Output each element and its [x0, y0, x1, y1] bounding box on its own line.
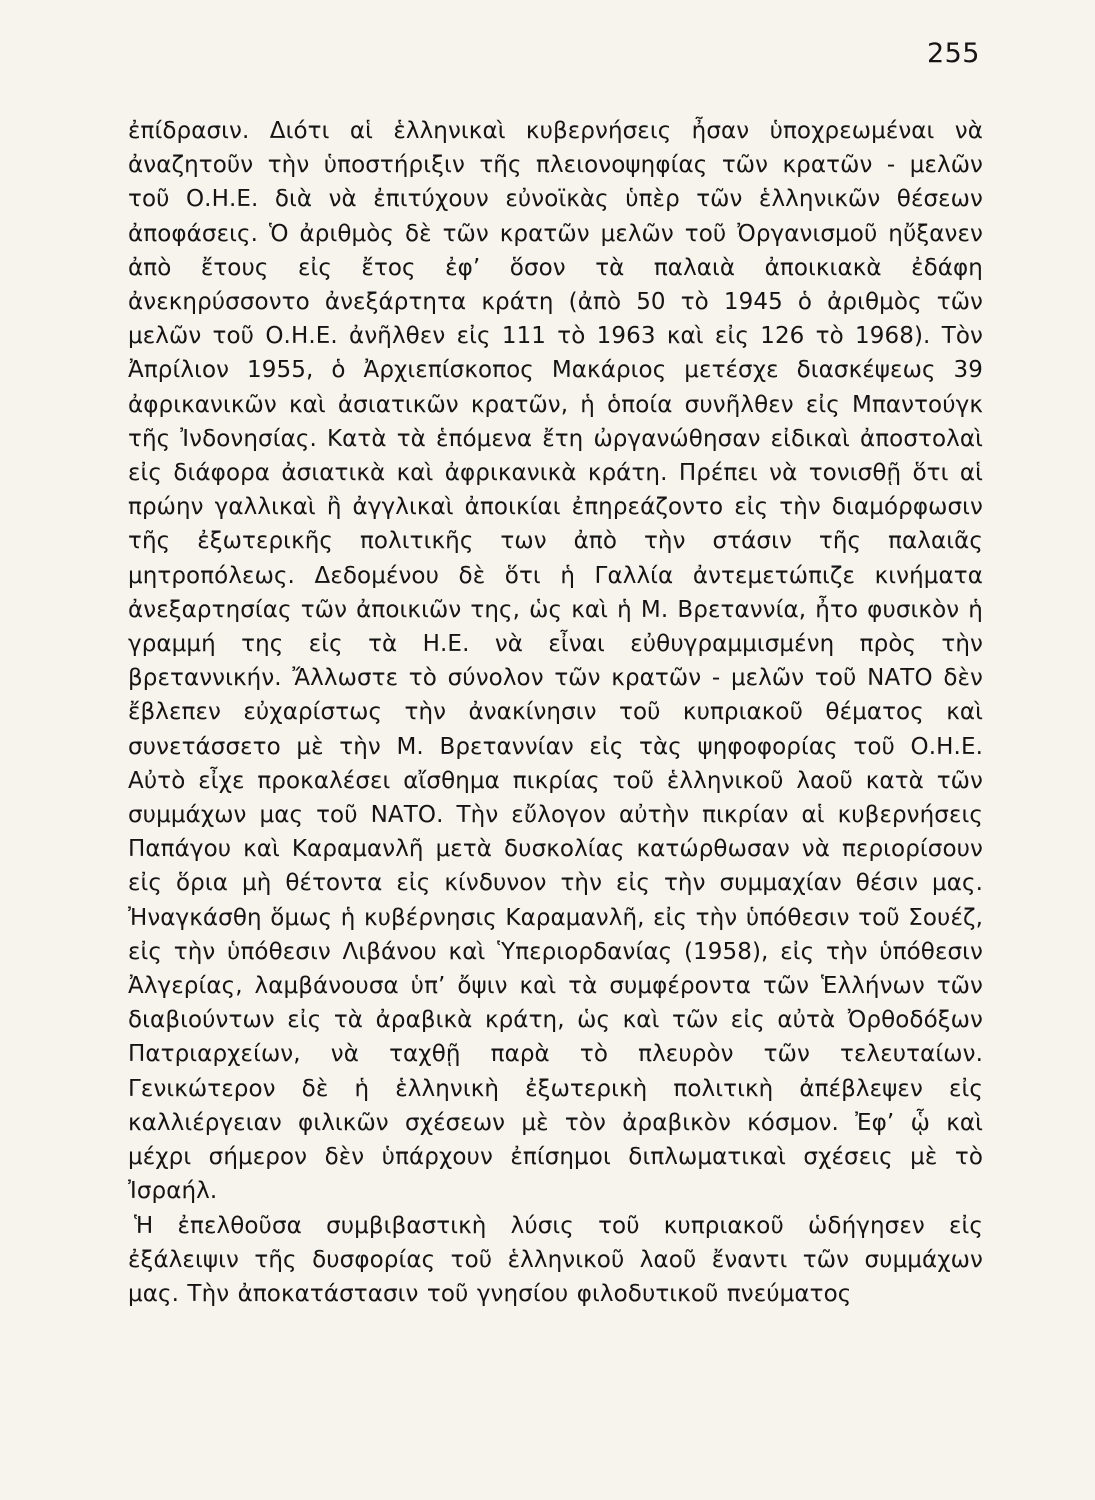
page-number: 255: [926, 38, 980, 69]
paragraph-2: Ἡ ἐπελθοῦσα συμβιβαστικὴ λύσις τοῦ κυπριακοῦ ὡδήγησεν εἰς ἐξάλειψιν τῆς δυσφορίας τοῦ ἑλληνικοῦ λαοῦ ἔναντι τῶν συμμάχων μας. Τὴν ἀποκατάστασιν τοῦ γνησίου φιλοδυτικοῦ πνεύματος: [128, 1212, 983, 1307]
paragraph-1: ἐπίδρασιν. Διότι αἱ ἑλληνικαὶ κυβερνήσεις ἦσαν ὑποχρεωμέναι νὰ ἀναζητοῦν τὴν ὑποστήριξιν τῆς πλειονοψηφίας τῶν κρατῶν - μελῶν τοῦ Ο.Η.Ε. διὰ νὰ ἐπιτύχουν εὐνοϊκὰς ὑπὲρ τῶν ἑλληνικῶν θέσεων ἀποφάσεις. Ὁ ἀριθμὸς δὲ τῶν κρατῶν μελῶν τοῦ Ὀργανισμοῦ ηὔξανεν ἀπὸ ἔτους εἰς ἔτος ἐφ’ ὅσον τὰ παλαιὰ ἀποικιακὰ ἐδάφη ἀνεκηρύσσοντο ἀνεξάρτητα κράτη (ἀπὸ 50 τὸ 1945 ὁ ἀριθμὸς τῶν μελῶν τοῦ Ο.Η.Ε. ἀνῆλθεν εἰς 111 τὸ 1963 καὶ εἰς 126 τὸ 1968). Τὸν Ἀπρίλιον 1955, ὁ Ἀρχιεπίσκοπος Μακάριος μετέσχε διασκέψεως 39 ἀφρικανικῶν καὶ ἀσιατικῶν κρατῶν, ἡ ὁποία συνῆλθεν εἰς Μπαντούγκ τῆς Ἰνδονησίας. Κατὰ τὰ ἑπόμενα ἔτη ὠργανώθησαν εἰδικαὶ ἀποστολαὶ εἰς διάφορα ἀσιατικὰ καὶ ἀφρικανικὰ κράτη. Πρέπει νὰ τονισθῇ ὅτι αἱ πρώην γαλλικαὶ ἢ ἀγγλικαὶ ἀποικίαι ἐπηρεάζοντο εἰς τὴν διαμόρφωσιν τῆς ἐξωτερικῆς πολιτικῆς των ἀπὸ τὴν στάσιν τῆς παλαιᾶς μητροπόλεως. Δεδομένου δὲ ὅτι ἡ Γαλλία ἀντεμετώπιζε κινήματα ἀνεξαρτησίας τῶν ἀποικιῶν της, ὡς καὶ ἡ Μ. Βρεταννία, ἦτο φυσικὸν ἡ γραμμή της εἰς τὰ Η.Ε. νὰ εἶναι εὐθυγραμμισμένη πρὸς τὴν βρεταννικήν. Ἄλλωστε τὸ σύνολον τῶν κρατῶν - μελῶν τοῦ ΝΑΤΟ δὲν ἔβλεπεν εὐχαρίστως τὴν ἀνακίνησιν τοῦ κυπριακοῦ θέματος καὶ συνετάσσετο μὲ τὴν Μ. Βρεταννίαν εἰς τὰς ψηφοφορίας τοῦ Ο.Η.Ε. Αὐτὸ εἶχε προκαλέσει αἴσθημα πικρίας τοῦ ἑλληνικοῦ λαοῦ κατὰ τῶν συμμάχων μας τοῦ ΝΑΤΟ. Τὴν εὔλογον αὐτὴν πικρίαν αἱ κυβερνήσεις Παπάγου καὶ Καραμανλῆ μετὰ δυσκολίας κατώρθωσαν νὰ περιορίσουν εἰς ὅρια μὴ θέτοντα εἰς κίνδυνον τὴν εἰς τὴν συμμαχίαν θέσιν μας. Ἠναγκάσθη ὅμως ἡ κυβέρνησις Καραμανλῆ, εἰς τὴν ὑπόθεσιν τοῦ Σουέζ, εἰς τὴν ὑπόθεσιν Λιβάνου καὶ Ὑπεριορδανίας (1958), εἰς τὴν ὑπόθεσιν Ἀλγερίας, λαμβάνουσα ὑπ’ ὄψιν καὶ τὰ συμφέροντα τῶν Ἑλλήνων τῶν διαβιούντων εἰς τὰ ἀραβικὰ κράτη, ὡς καὶ τῶν εἰς αὐτὰ Ὀρθοδόξων Πατριαρχείων, νὰ ταχθῇ παρὰ τὸ πλευρὸν τῶν τελευταίων. Γενικώτερον δὲ ἡ ἑλληνικὴ ἐξωτερικὴ πολιτικὴ ἀπέβλεψεν εἰς καλλιέργειαν φιλικῶν σχέσεων μὲ τὸν ἀραβικὸν κόσμον. Ἐφ’ ᾧ καὶ μέχρι σήμερον δὲν ὑπάρχουν ἐπίσημοι διπλωματικαὶ σχέσεις μὲ τὸ Ἰσραήλ.: [128, 118, 983, 1205]
body-text: [128, 114, 983, 1311]
